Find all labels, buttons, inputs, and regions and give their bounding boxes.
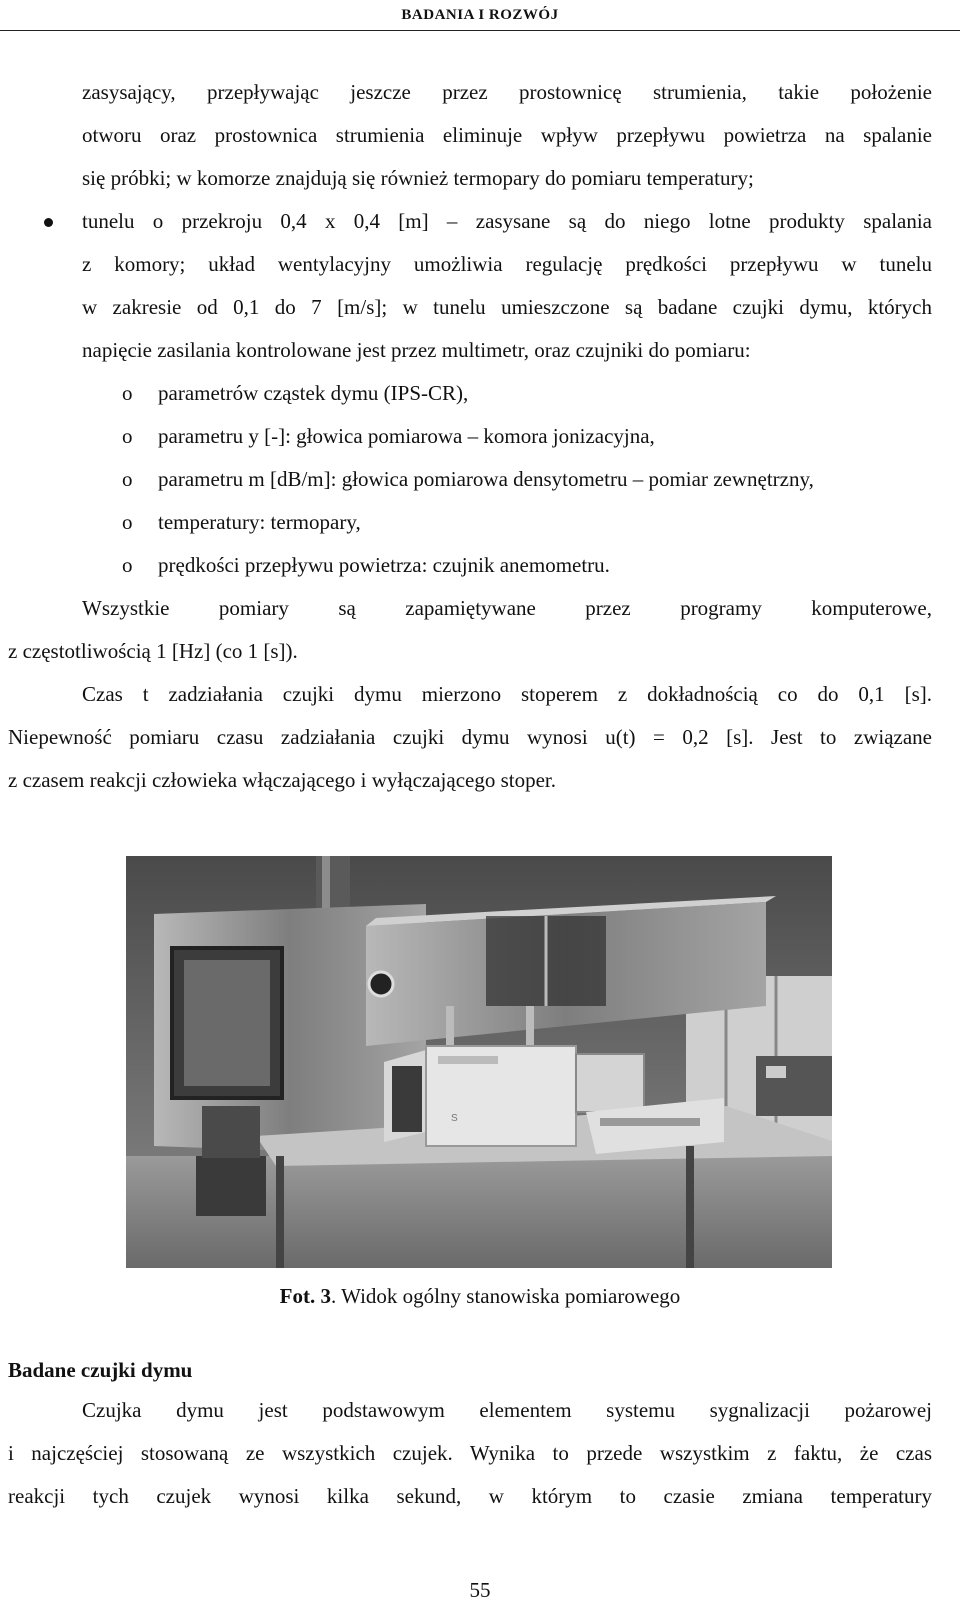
paragraph-1-line-1: zasysający, przepływając jeszcze przez prostownicę strumienia, takie położenie	[82, 80, 932, 104]
paragraph-3-line-2: Niepewność pomiaru czasu zadziałania czujki dymu wynosi u(t) = 0,2 [s]. Jest to związane	[8, 725, 932, 749]
section-line-3: reakcji tych czujek wynosi kilka sekund, w którym to czasie zmiana temperatury	[8, 1484, 932, 1508]
bullet-line-2: z komory; układ wentylacyjny umożliwia regulację prędkości przepływu w tunelu	[82, 252, 932, 276]
paragraph-2-line-2: z częstotliwością 1 [Hz] (co 1 [s]).	[8, 639, 298, 663]
sub-item-marker: o	[122, 467, 133, 491]
figure-caption-text: . Widok ogólny stanowiska pomiarowego	[331, 1284, 681, 1308]
page-number: 55	[469, 1578, 491, 1602]
paragraph-1-line-2: otworu oraz prostownica strumienia eliminuje wpływ przepływu powietrza na spalanie	[82, 123, 932, 147]
paragraph-2-line-1: Wszystkie pomiary są zapamiętywane przez programy komputerowe,	[82, 596, 932, 620]
bullet-line-3: w zakresie od 0,1 do 7 [m/s]; w tunelu umieszczone są badane czujki dymu, których	[82, 295, 932, 319]
sub-item-text: parametru m [dB/m]: głowica pomiarowa densytometru – pomiar zewnętrzny,	[158, 467, 814, 491]
sub-item-text: parametru y [-]: głowica pomiarowa – komora jonizacyjna,	[158, 424, 655, 448]
bullet-line-1: tunelu o przekroju 0,4 x 0,4 [m] – zasysane są do niego lotne produkty spalania	[82, 209, 932, 233]
bullet-marker	[44, 218, 53, 227]
sub-item-marker: o	[122, 424, 133, 448]
figure-label: Fot. 3	[279, 1284, 331, 1308]
sub-item-marker: o	[122, 553, 133, 577]
figure-caption	[0, 1281, 960, 1311]
pc-label: S	[451, 1113, 458, 1124]
section-line-2: i najczęściej stosowaną ze wszystkich czujek. Wynika to przede wszystkim z faktu, że czas	[8, 1441, 932, 1465]
sub-item-marker: o	[122, 510, 133, 534]
bullet-line-4: napięcie zasilania kontrolowane jest przez multimetr, oraz czujniki do pomiaru:	[82, 338, 751, 362]
sub-item-text: temperatury: termopary,	[158, 510, 361, 534]
paragraph-3-line-3: z czasem reakcji człowieka włączającego i wyłączającego stoper.	[8, 768, 557, 792]
sub-item-text: prędkości przepływu powietrza: czujnik anemometru.	[158, 553, 610, 577]
paragraph-1-line-3: się próbki; w komorze znajdują się również termopary do pomiaru temperatury;	[82, 166, 754, 190]
sub-item-marker: o	[122, 381, 133, 405]
section-line-1: Czujka dymu jest podstawowym elementem systemu sygnalizacji pożarowej	[82, 1398, 932, 1422]
laboratory-photo	[126, 856, 832, 1268]
running-header: BADANIA I ROZWÓJ	[0, 0, 960, 31]
sub-item-text: parametrów cząstek dymu (IPS-CR),	[158, 381, 469, 405]
paragraph-3-line-1: Czas t zadziałania czujki dymu mierzono stoperem z dokładnością co do 0,1 [s].	[82, 682, 932, 706]
section-heading: Badane czujki dymu	[8, 1358, 193, 1382]
